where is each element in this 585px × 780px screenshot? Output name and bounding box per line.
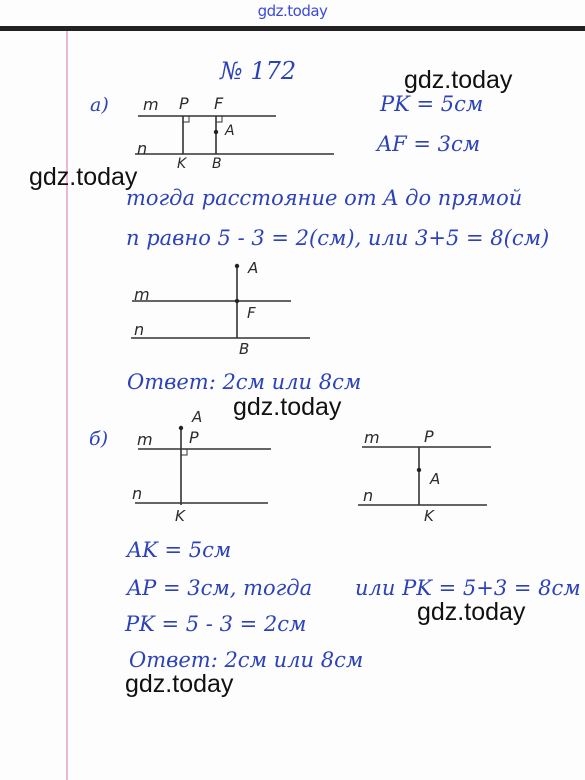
part-b-answer: Ответ: 2см или 8см xyxy=(129,648,364,672)
watermark: gdz.today xyxy=(233,393,342,421)
fig-a2-b: B xyxy=(239,340,250,358)
part-a-text-line-1: тогда расстояние от A до прямой xyxy=(126,186,523,210)
fig-b1-n: n xyxy=(132,484,143,503)
part-a-answer: Ответ: 2см или 8см xyxy=(127,370,362,394)
fig-a2-a: A xyxy=(248,259,259,277)
watermark: gdz.today xyxy=(404,66,513,94)
right-angle-p-b1 xyxy=(181,449,187,455)
right-angle-p-a1 xyxy=(183,116,189,122)
fig-b2-k: K xyxy=(424,507,434,525)
point-a-a1 xyxy=(214,130,218,134)
fig-b1-p: P xyxy=(189,428,199,447)
point-a-a2 xyxy=(235,264,239,268)
right-angle-f-a1 xyxy=(216,116,222,122)
fig-b2-n: n xyxy=(363,486,374,505)
fig-b1-a: A xyxy=(192,408,203,426)
part-a-text-line-2: n равно 5 - 3 = 2(см), или 3+5 = 8(см) xyxy=(126,226,550,250)
point-f-a2 xyxy=(235,299,239,303)
part-a-marker: а) xyxy=(90,94,109,116)
point-a-b1 xyxy=(179,426,183,430)
fig-a1-p: P xyxy=(179,94,189,113)
fig-b1-m: m xyxy=(137,430,153,449)
given-af: AF = 3см xyxy=(377,132,481,156)
fig-b2-a: A xyxy=(430,470,441,488)
fig-a1-b: B xyxy=(212,156,222,172)
fig-a2-f: F xyxy=(247,304,256,322)
part-b-line-2b: или PK = 5+3 = 8см xyxy=(355,576,581,600)
site-title[interactable]: gdz.today xyxy=(257,2,328,20)
fig-a2-m: m xyxy=(134,285,150,304)
fig-a1-m: m xyxy=(143,95,159,114)
fig-a1-k: K xyxy=(177,156,187,172)
watermark: gdz.today xyxy=(29,163,138,191)
given-pk: PK = 5см xyxy=(380,92,484,116)
watermark: gdz.today xyxy=(125,670,234,698)
part-b-line-2a: AP = 3см, тогда xyxy=(127,576,313,600)
part-b-line-3: PK = 5 - 3 = 2см xyxy=(125,612,307,636)
fig-b2-m: m xyxy=(364,428,380,447)
problem-number: № 172 xyxy=(220,57,297,85)
fig-a1-f: F xyxy=(214,94,224,113)
fig-b1-k: K xyxy=(175,507,185,525)
part-b-marker: б) xyxy=(89,428,109,450)
fig-b2-p: P xyxy=(424,427,434,446)
fig-a1-a: A xyxy=(225,123,235,139)
part-b-line-1: AK = 5см xyxy=(127,538,232,562)
watermark: gdz.today xyxy=(417,598,526,626)
fig-a2-n: n xyxy=(134,320,145,339)
point-a-b2 xyxy=(417,468,421,472)
fig-a1-n: n xyxy=(137,139,148,158)
